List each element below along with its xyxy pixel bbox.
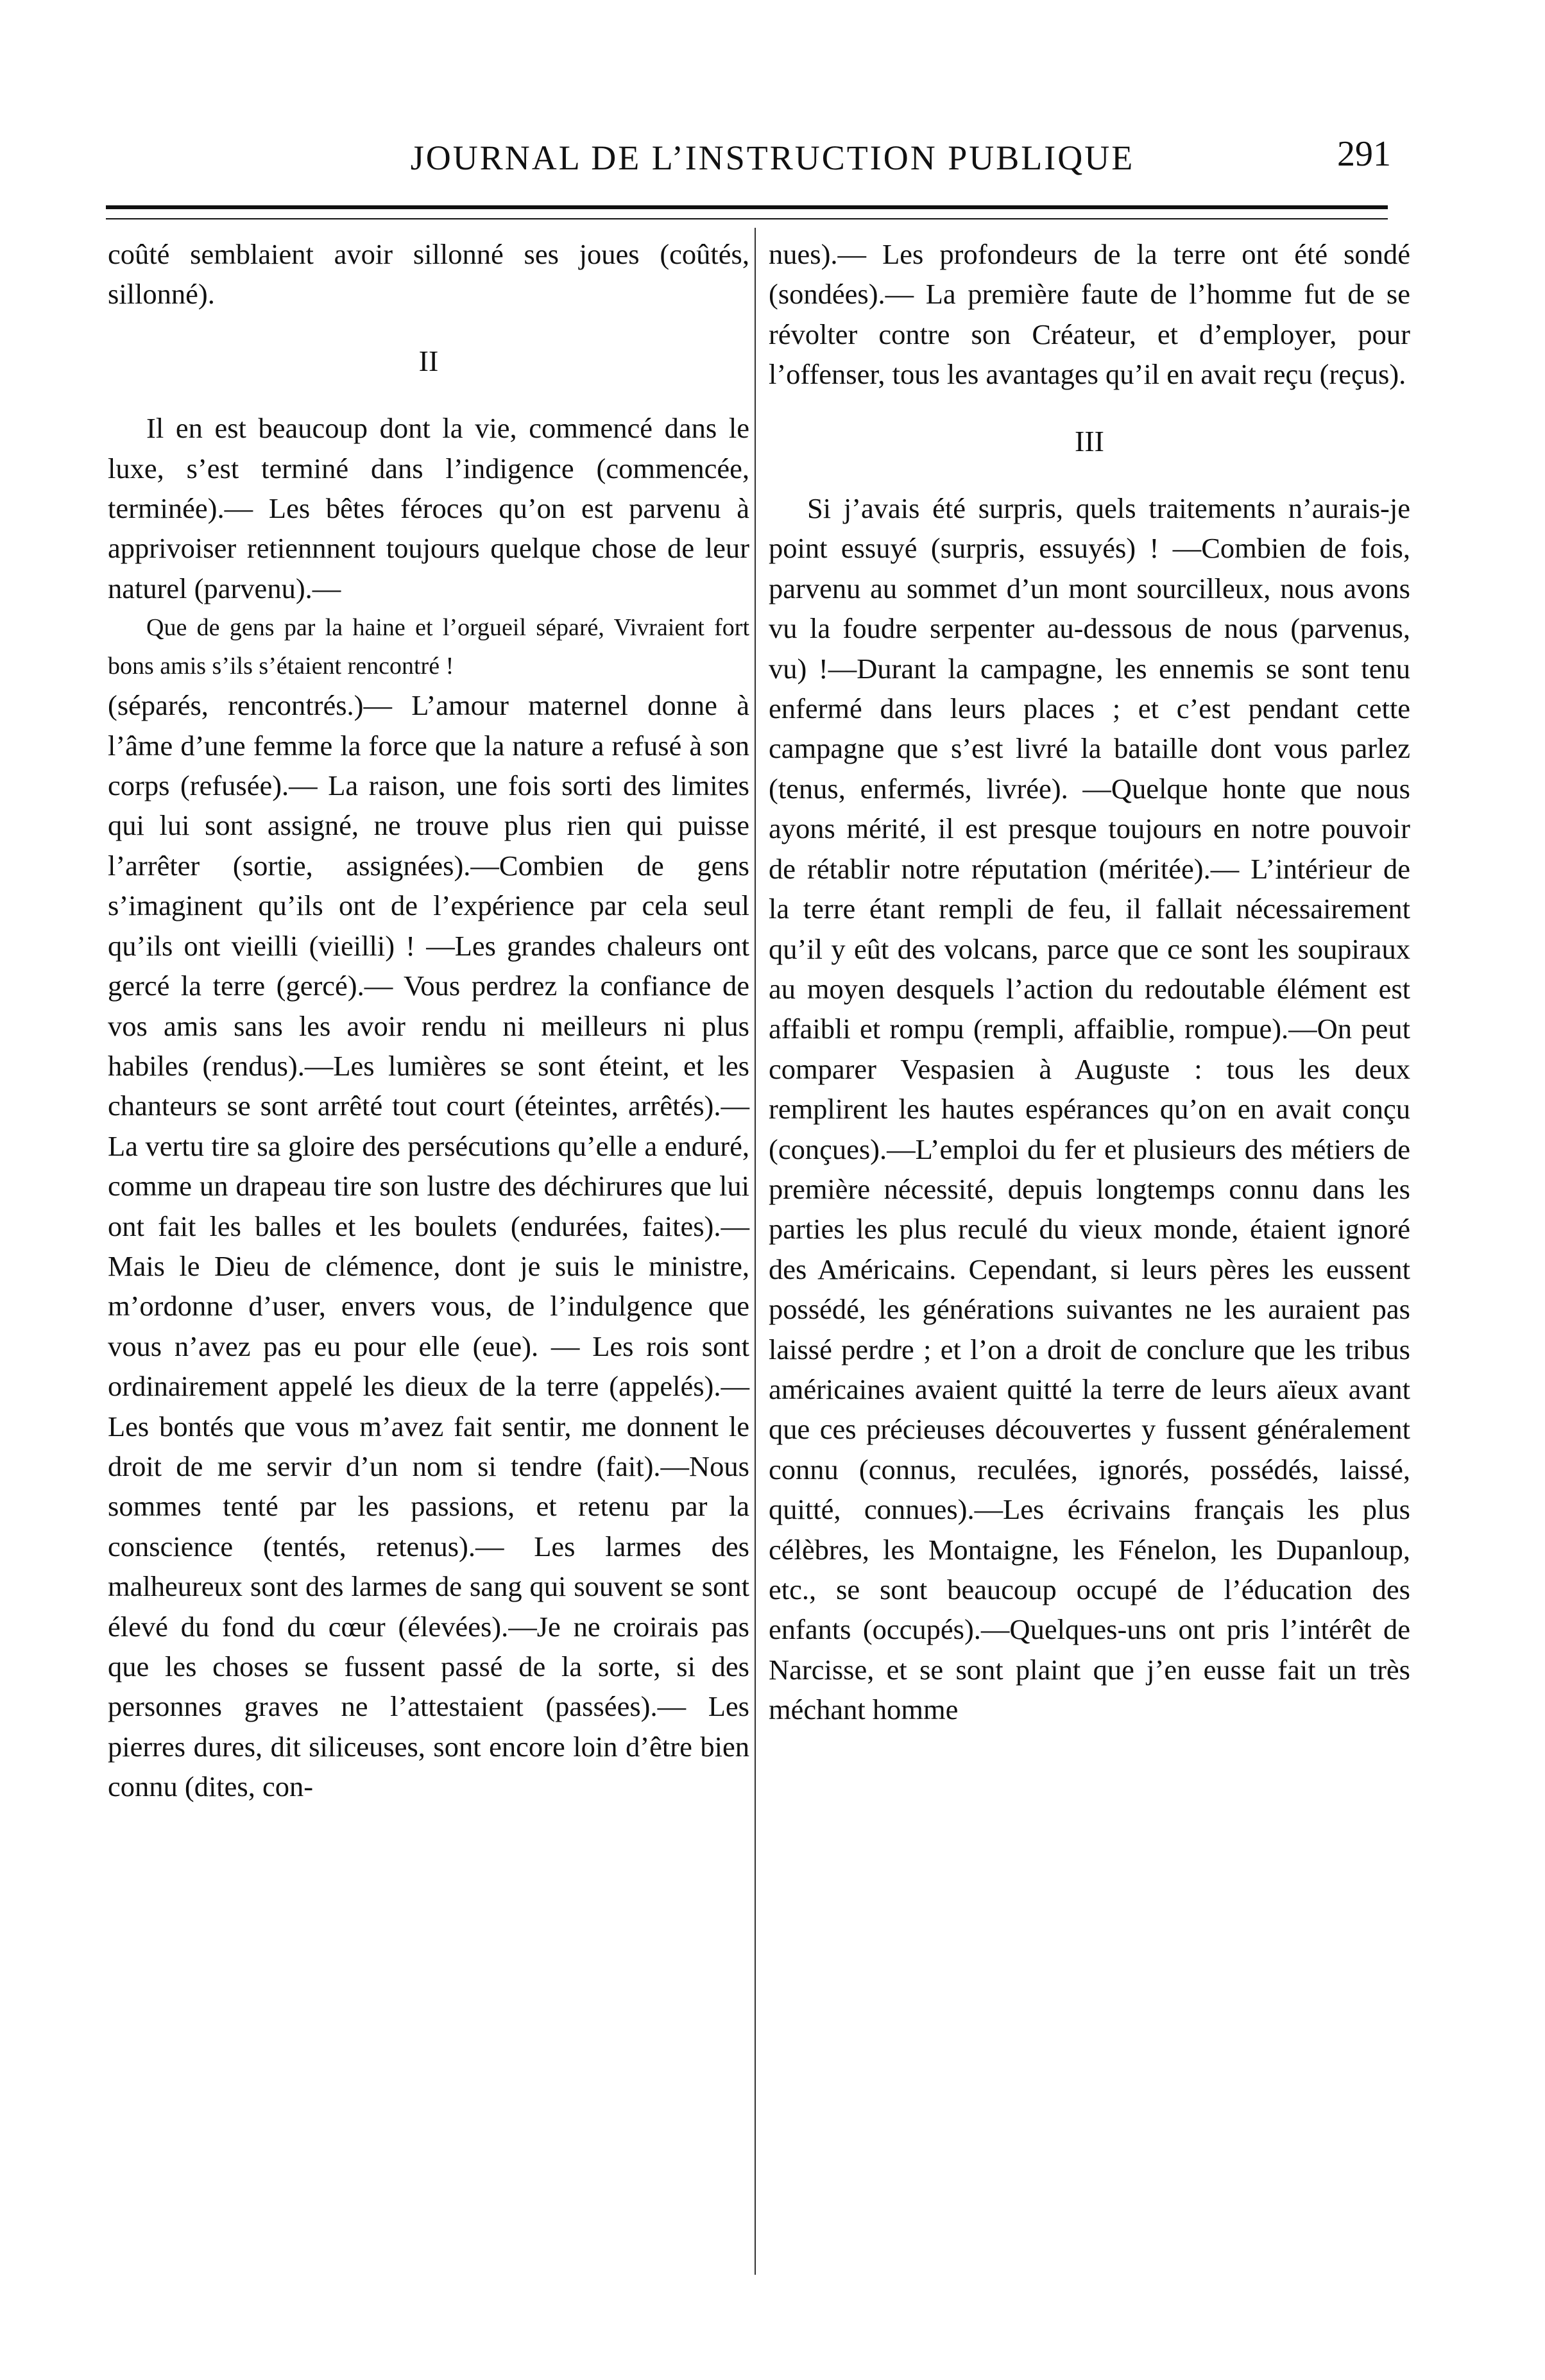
right-paragraph-1: nues).— Les profondeurs de la terre ont été sondé (sondées).— La première faute de l’homme fut de se révolter contre son Créateur, et d’employer, pour l’offenser, tous les avantages qu’il en avait reçu (reçus). xyxy=(769,238,1410,391)
page-number: 291 xyxy=(1337,134,1391,174)
section-heading-ii: II xyxy=(418,344,439,377)
header-rule-thick xyxy=(106,205,1388,209)
section-heading-iii: III xyxy=(1075,424,1104,458)
right-column xyxy=(769,234,1410,1730)
column-divider xyxy=(755,228,756,2275)
left-paragraph-3: (séparés, rencontrés.)— L’amour maternel donne à l’âme d’une femme la force que la nature a refusé à son corps (refusée).— La raison, une fois sorti des limites qui lui sont assigné, ne trouve plus rien qui puisse l’arrêter (sortie, assignées).—Combien de gens s’imaginent qu’ils ont de l’expérience par cela seul qu’ils ont vieilli (vieilli) ! —Les grandes chaleurs ont gercé la terre (gercé).— Vous perdrez la confiance de vos amis sans les avoir rendu ni meilleurs ni plus habiles (rendus).—Les lumières se sont éteint, et les chanteurs se sont arrêté tout court (éteintes, arrêtés).—La vertu tire sa gloire des persécutions qu’elle a enduré, comme un drapeau tire son lustre des déchirures que lui ont fait les balles et les boulets (endurées, faites).— Mais le Dieu de clémence, dont je suis le ministre, m’ordonne d’user, envers vous, de l’indulgence que vous n’avez pas eu pour elle (eue). — Les rois sont ordinairement appelé les dieux de la terre (appelés).— Les bontés que vous m’avez fait sentir, me donnent le droit de me servir d’un nom si tendre (fait).—Nous sommes tenté par les passions, et retenu par la conscience (tentés, retenus).— Les larmes des malheureux sont des larmes de sang qui souvent se sont élevé du fond du cœur (élevées).—Je ne croirais pas que les choses se fussent passé de la sorte, si des personnes graves ne l’attestaient (passées).— Les pierres dures, dit siliceuses, sont encore loin d’être bien connu (dites, con- xyxy=(108,689,749,1803)
left-column xyxy=(108,234,749,1807)
header-rule-thin xyxy=(106,218,1388,219)
left-paragraph-2: Il en est beaucoup dont la vie, commencé dans le luxe, s’est terminé dans l’indigence (commencée, terminée).— Les bêtes féroces qu’on est parvenu à apprivoiser retiennnent toujours quelque chose de leur naturel (parvenu).— xyxy=(108,412,749,604)
verse-quotation: Que de gens par la haine et l’orgueil séparé, Vivraient fort bons amis s’ils s’étaient rencontré ! xyxy=(108,614,749,680)
running-title: JOURNAL DE L’INSTRUCTION PUBLIQUE xyxy=(410,139,1135,177)
right-paragraph-2: Si j’avais été surpris, quels traitements n’aurais-je point essuyé (surpris, essuyés) ! —Combien de fois, parvenu au sommet d’un mont sourcilleux, nous avons vu la foudre serpenter au-dessous de nous (parvenus, vu) !—Durant la campagne, les ennemis se sont tenu enfermé dans leurs places ; et c’est pendant cette campagne que s’est livré la bataille dont vous parlez (tenus, enfermés, livrée). —Quelque honte que nous ayons mérité, il est presque toujours en notre pouvoir de rétablir notre réputation (méritée).— L’intérieur de la terre étant rempli de feu, il fallait nécessairement qu’il y eût des volcans, parce que ce sont les soupiraux au moyen desquels l’action du redoutable élément est affaibli et rompu (rempli, affaiblie, rompue).—On peut comparer Vespasien à Auguste : tous les deux remplirent les hautes espérances qu’on en avait conçu (conçues).—L’emploi du fer et plusieurs des métiers de première nécessité, depuis longtemps connu dans les parties les plus reculé du vieux monde, étaient ignoré des Américains. Cependant, si leurs pères les eussent possédé, les générations suivantes ne les auraient pas laissé perdre ; et l’on a droit de conclure que les tribus américaines avaient quitté la terre de leurs aïeux avant que ces précieuses découvertes y fussent généralement connu (connus, reculées, ignorés, possédés, laissé, quitté, connues).—Les écrivains français les plus célèbres, les Montaigne, les Fénelon, les Dupanloup, etc., se sont beaucoup occupé de l’éducation des enfants (occupés).—Quelques-uns ont pris l’intérêt de Narcisse, et se sont plaint que j’en eusse fait un très méchant homme xyxy=(769,492,1410,1726)
left-paragraph-1: coûté semblaient avoir sillonné ses joues (coûtés, sillonné). xyxy=(108,238,749,311)
